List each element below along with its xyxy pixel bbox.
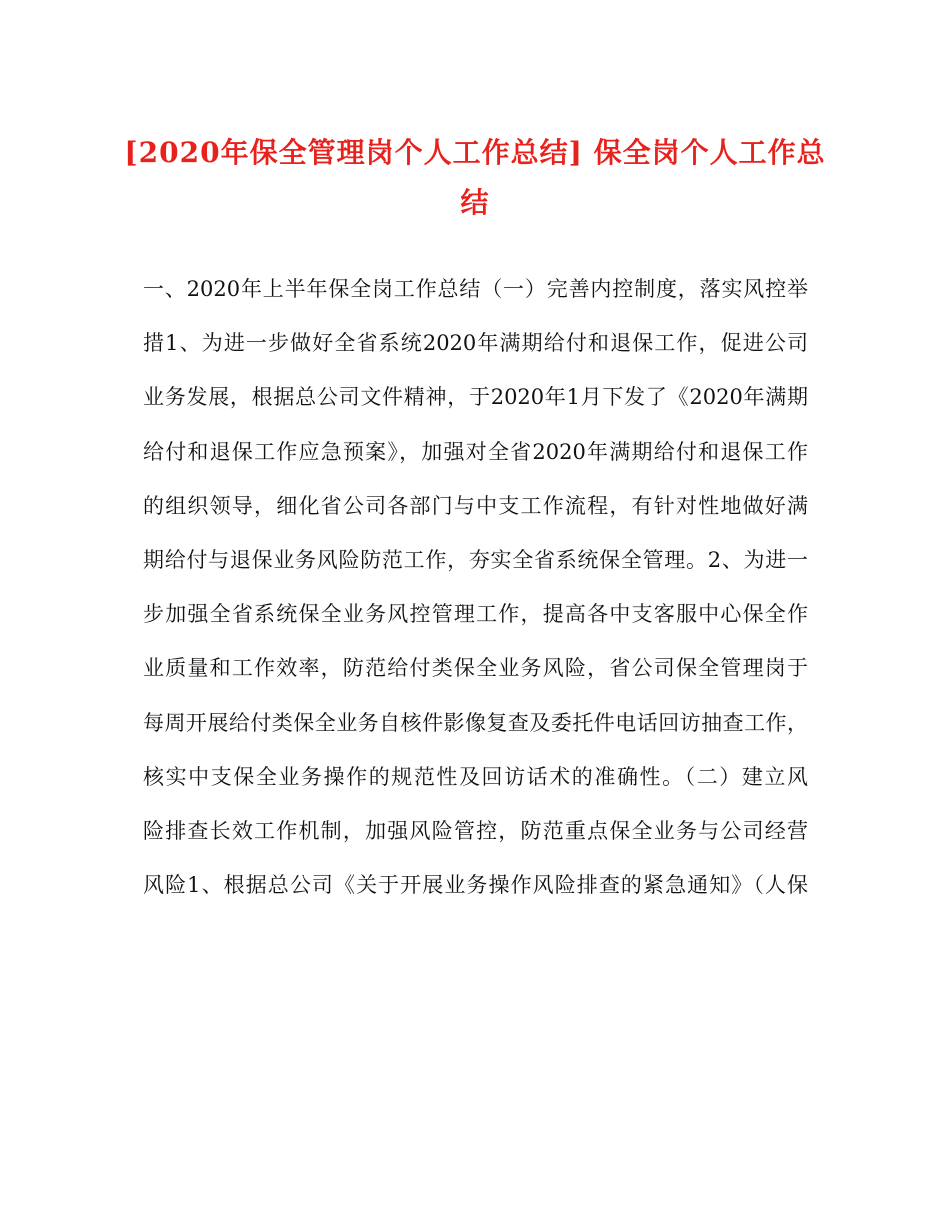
body-line: 一、2020年上半年保全岗工作总结（一）完善内控制度，落实风控举 [143, 277, 808, 301]
body-line: 给付和退保工作应急预案》，加强对全省2020年满期给付和退保工作 [143, 439, 808, 464]
body-line: 期给付与退保业务风险防范工作，夯实全省系统保全管理。2、为进一 [143, 548, 808, 573]
document-body [143, 262, 808, 912]
body-line: 风险1、根据总公司《关于开展业务操作风险排查的紧急通知》（人保 [143, 873, 808, 898]
body-line: 措1、为进一步做好全省系统2020年满期给付和退保工作，促进公司 [143, 331, 808, 356]
body-line: 核实中支保全业务操作的规范性及回访话术的准确性。（二）建立风 [143, 764, 808, 789]
body-line: 每周开展给付类保全业务自核件影像复查及委托件电话回访抽查工作， [143, 710, 808, 735]
body-line: 业务发展，根据总公司文件精神，于2020年1月下发了《2020年满期 [143, 385, 808, 410]
body-line: 业质量和工作效率，防范给付类保全业务风险，省公司保全管理岗于 [143, 656, 808, 681]
body-line: 的组织领导，细化省公司各部门与中支工作流程，有针对性地做好满 [143, 493, 808, 518]
body-line: 步加强全省系统保全业务风控管理工作，提高各中支客服中心保全作 [143, 602, 808, 627]
body-line: 险排查长效工作机制，加强风险管控，防范重点保全业务与公司经营 [143, 819, 808, 844]
document-title: [2020年保全管理岗个人工作总结] 保全岗个人工作总结 [124, 136, 826, 219]
